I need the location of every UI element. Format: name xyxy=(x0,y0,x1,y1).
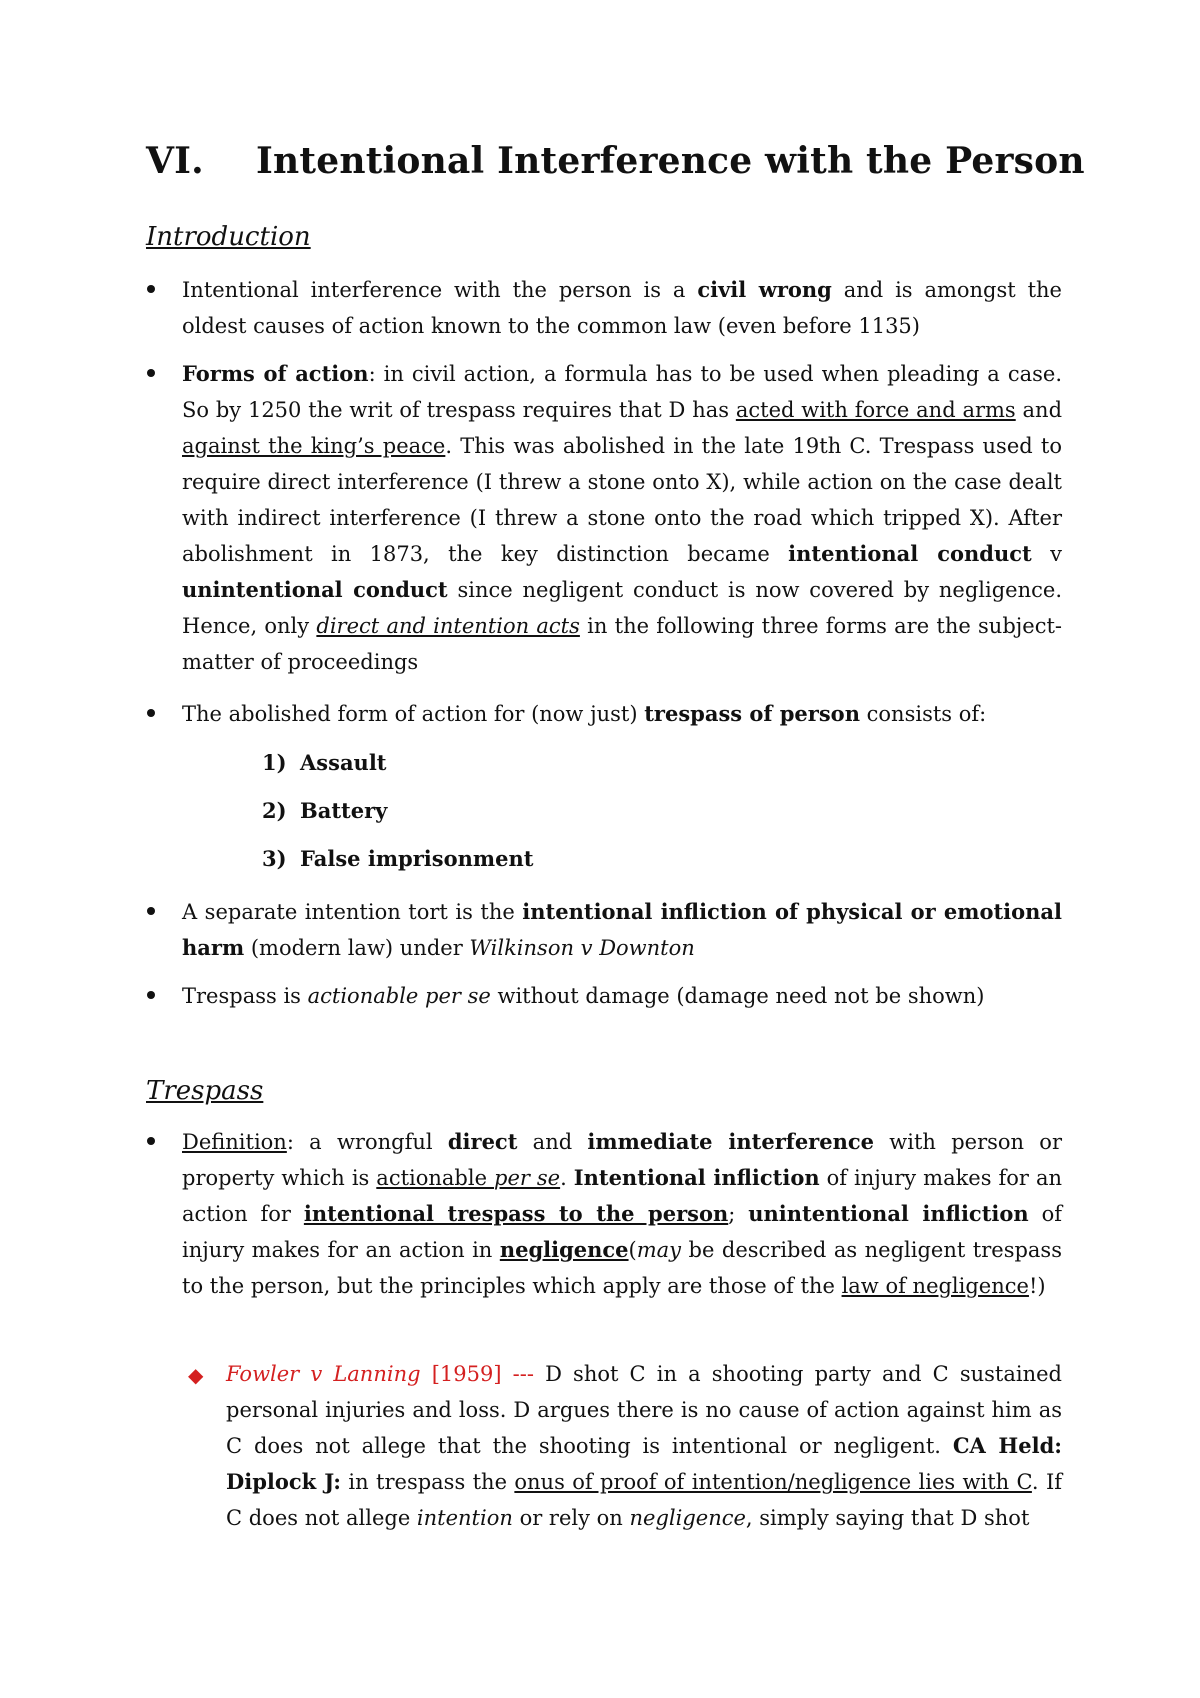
form-item-battery: 2) Battery xyxy=(262,798,388,823)
diamond-bullet-icon: ◆ xyxy=(188,1363,204,1387)
bullet-icon xyxy=(147,1137,155,1145)
section-title-introduction: Introduction xyxy=(146,222,311,252)
bullet-icon xyxy=(147,285,155,293)
bullet-icon xyxy=(147,709,155,717)
bullet-civil-wrong: Intentional interference with the person is a civil wrong and is amongst the oldest causes of action known to the common law (even before 1135) xyxy=(182,272,1062,344)
chapter-heading xyxy=(146,140,1085,182)
section-title-trespass: Trespass xyxy=(146,1076,264,1106)
chapter-title: Intentional Interference with the Person xyxy=(256,140,1085,182)
case-fowler-v-lanning: ◆ Fowler v Lanning [1959] --- D shot C in a shooting party and C sustained personal injuries and loss. D argues there is no cause of action against him as C does not allege that the shooting is intentional or negligent. CA Held: Diplock J: in trespass the onus of proof of intention/negligence lies with C. If C does not allege intention or rely on negligence, simply saying that D shot xyxy=(226,1356,1062,1536)
form-item-assault: 1) Assault xyxy=(262,750,387,775)
form-item-false-imprisonment: 3) False imprisonment xyxy=(262,846,534,871)
bullet-icon xyxy=(147,991,155,999)
bullet-icon xyxy=(147,907,155,915)
bullet-forms-of-action: Forms of action: in civil action, a formula has to be used when pleading a case. So by 1250 the writ of trespass requires that D has acted with force and arms and against the king’s peace. This was abolished in the late 19th C. Trespass used to require direct interference (I threw a stone onto X), while action on the case dealt with indirect interference (I threw a stone onto the road which tripped X). After abolishment in 1873, the key distinction became intentional conduct v unintentional conduct since negligent conduct is now covered by negligence. Hence, only direct and intention acts in the following three forms are the subject-matter of proceedings xyxy=(182,356,1062,680)
bullet-definition: Definition: a wrongful direct and immediate interference with person or property which is actionable per se. Intentional infliction of injury makes for an action for intentional trespass to the person; unintentional infliction of injury makes for an action in negligence(may be described as negligent trespass to the person, but the principles which apply are those of the law of negligence!) xyxy=(182,1124,1062,1304)
case-year: [1959] xyxy=(431,1362,502,1386)
bullet-trespass-of-person: The abolished form of action for (now just) trespass of person consists of: xyxy=(182,696,1062,732)
bullet-actionable-per-se: Trespass is actionable per se without damage (damage need not be shown) xyxy=(182,978,1062,1014)
bullet-icon xyxy=(147,369,155,377)
bullet-intentional-infliction: A separate intention tort is the intentional infliction of physical or emotional harm (modern law) under Wilkinson v Downton xyxy=(182,894,1062,966)
chapter-number: VI. xyxy=(146,140,204,182)
case-name: Fowler v Lanning xyxy=(226,1362,421,1386)
